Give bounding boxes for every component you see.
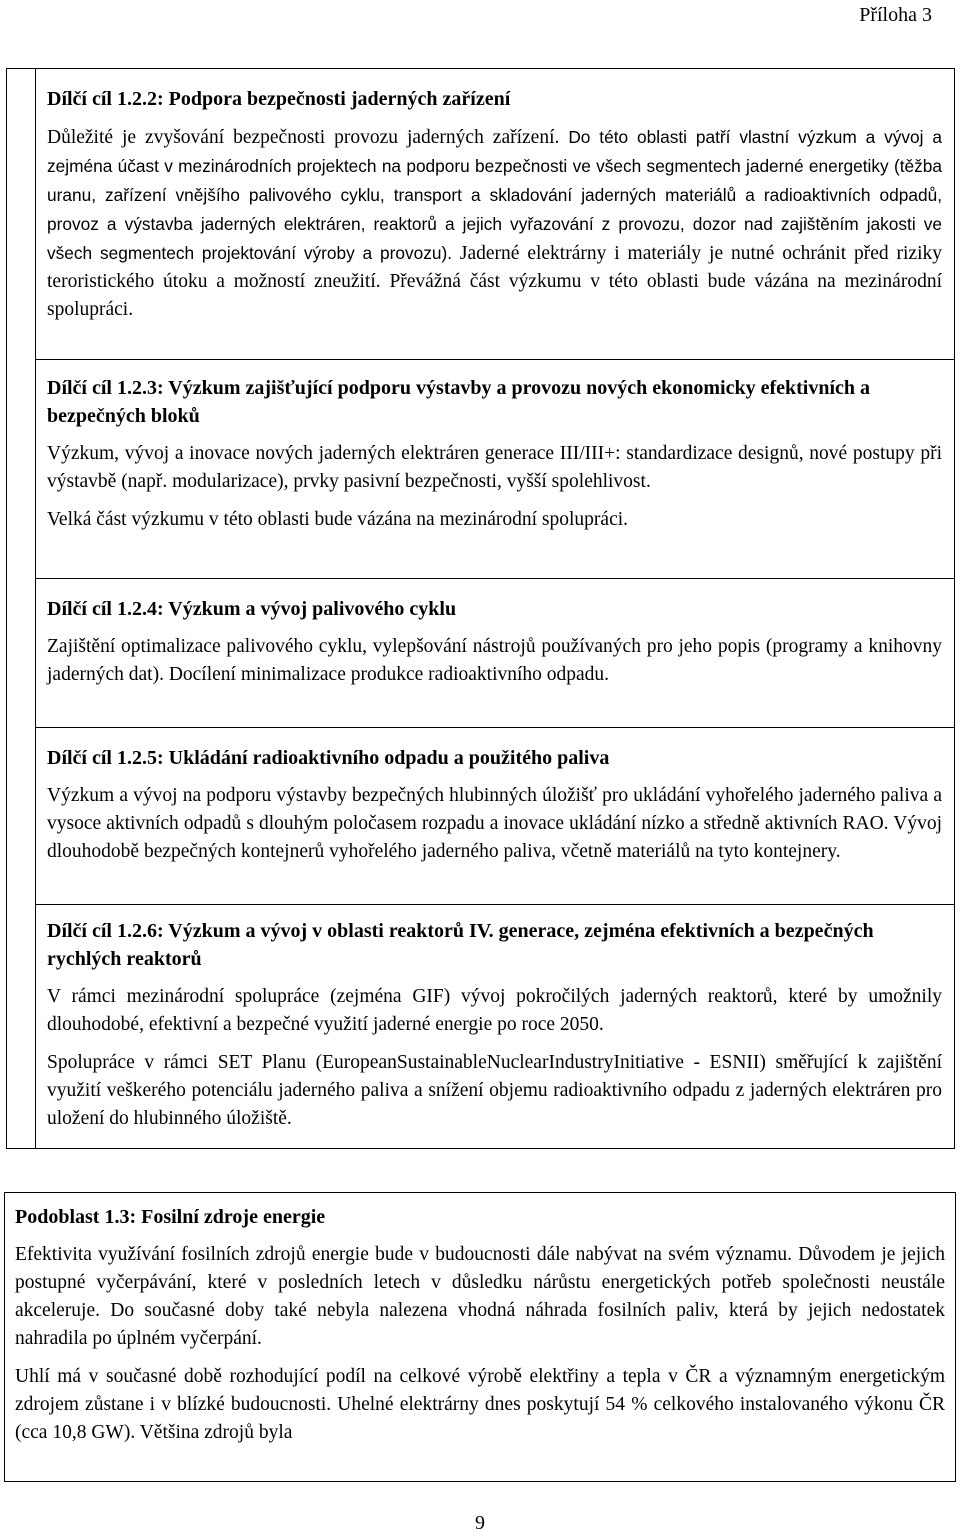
goal-intro: Důležité je zvyšování bezpečnosti provozu jaderných zařízení.: [47, 127, 560, 148]
goal-body-rest: Jaderné elektrárny i materiály je nutné ochránit před riziky teroristického útoku a možností zneužití. Převážná část výzkumu v této oblasti bude vázána na mezinárodní spolupráci.: [47, 243, 943, 320]
goal-paragraph: Zajištění optimalizace palivového cyklu, vylepšování nástrojů používaných pro jeho popis (programy a knihovny jaderných dat). Docílení minimalizace produkce radioaktivního odpadu.: [47, 636, 942, 685]
goal-paragraph: Spolupráce v rámci SET Planu (EuropeanSustainableNuclearIndustryInitiative - ESNII) směřující k zajištění využití veškerého potenciálu jaderného paliva a snížení objemu radioaktivního odpadu z jaderných elektráren pro uložení do hlubinného úložiště.: [47, 1052, 942, 1129]
goal-title: Dílčí cíl 1.2.4: Výzkum a vývoj palivového cyklu: [47, 598, 457, 620]
subarea-paragraph: Uhlí má v současné době rozhodující podíl na celkové výrobě elektřiny a tepla v ČR a významným energetickým zdrojem zůstane i v blízké budoucnosti. Uhelné elektrárny dnes poskytují 54 % celkového instalovaného výkonu ČR (cca 10,8 GW). Většina zdrojů byla: [15, 1366, 945, 1443]
table-left-column: [7, 69, 36, 1148]
goal-title: Dílčí cíl 1.2.5: Ukládání radioaktivního odpadu a použitého paliva: [47, 747, 610, 769]
subarea-box: [4, 1192, 956, 1482]
goal-section-1-2-5: [35, 727, 954, 866]
goal-section-1-2-4: [35, 578, 954, 689]
subarea-paragraph: Efektivita využívání fosilních zdrojů energie bude v budoucnosti dále nabývat na svém významu. Důvodem je jejich postupné vyčerpávání, které v posledních letech v důsledku nárůstu energetických potřeb společnosti neustále akceleruje. Do současné doby také nebyla nalezena vhodná náhrada fosilních paliv, která by jejich nedostatek nahradila po úplném vyčerpání.: [15, 1244, 945, 1349]
goal-paragraph: Výzkum a vývoj na podporu výstavby bezpečných hlubinných úložišť pro ukládání vyhořelého jaderného paliva a vysoce aktivních odpadů s dlouhým poločasem rozpadu a inovace ukládání nízko a středně aktivních RAO. Vývoj dlouhodobě bezpečných kontejnerů vyhořelého jaderného paliva, včetně materiálů na tyto kontejnery.: [47, 785, 942, 862]
goal-section-1-2-2: [35, 85, 954, 324]
goal-title: Dílčí cíl 1.2.2: Podpora bezpečnosti jaderných zařízení: [47, 88, 511, 110]
goal-paragraph: Velká část výzkumu v této oblasti bude vázána na mezinárodní spolupráci.: [47, 509, 629, 530]
appendix-label: Příloha 3: [859, 4, 932, 26]
goal-paragraph: Výzkum, vývoj a inovace nových jaderných elektráren generace III/III+: standardizace designů, nové postupy při výstavbě (např. modularizace), prvky pasivní bezpečnosti, vyšší spolehlivost.: [47, 443, 942, 492]
goal-paragraph: V rámci mezinárodní spolupráce (zejména GIF) vývoj pokročilých jaderných reaktorů, které by umožnily dlouhodobé, efektivní a bezpečné využití jaderné energie po roce 2050.: [47, 986, 942, 1035]
goal-paragraph: [47, 123, 942, 324]
goal-body-sans: Do této oblasti patří vlastní výzkum a vývoj a zejména účast v mezinárodních projektech na podporu bezpečnosti ve všech segmentech jaderné energetiky (těžba uranu, zařízení vnějšího palivového cyklu, transport a skladování jaderných materiálů a radioaktivních odpadů, provoz a výstavba jaderných elektráren, reaktorů a jejich vyřazování z provozu, dozor nad zajištěním jakosti ve všech segmentech projektování výroby a provozu).: [47, 127, 942, 263]
page-number: 9: [475, 1512, 485, 1534]
goal-title: Dílčí cíl 1.2.3: Výzkum zajišťující podporu výstavby a provozu nových ekonomicky efektivních a bezpečných bloků: [47, 377, 871, 427]
goals-table: [6, 68, 955, 1149]
subarea-title: Podoblast 1.3: Fosilní zdroje energie: [15, 1206, 326, 1228]
goal-title: Dílčí cíl 1.2.6: Výzkum a vývoj v oblasti reaktorů IV. generace, zejména efektivních a bezpečných rychlých reaktorů: [47, 920, 874, 970]
goal-section-1-2-3: [35, 359, 954, 534]
goal-section-1-2-6: [35, 904, 954, 1133]
